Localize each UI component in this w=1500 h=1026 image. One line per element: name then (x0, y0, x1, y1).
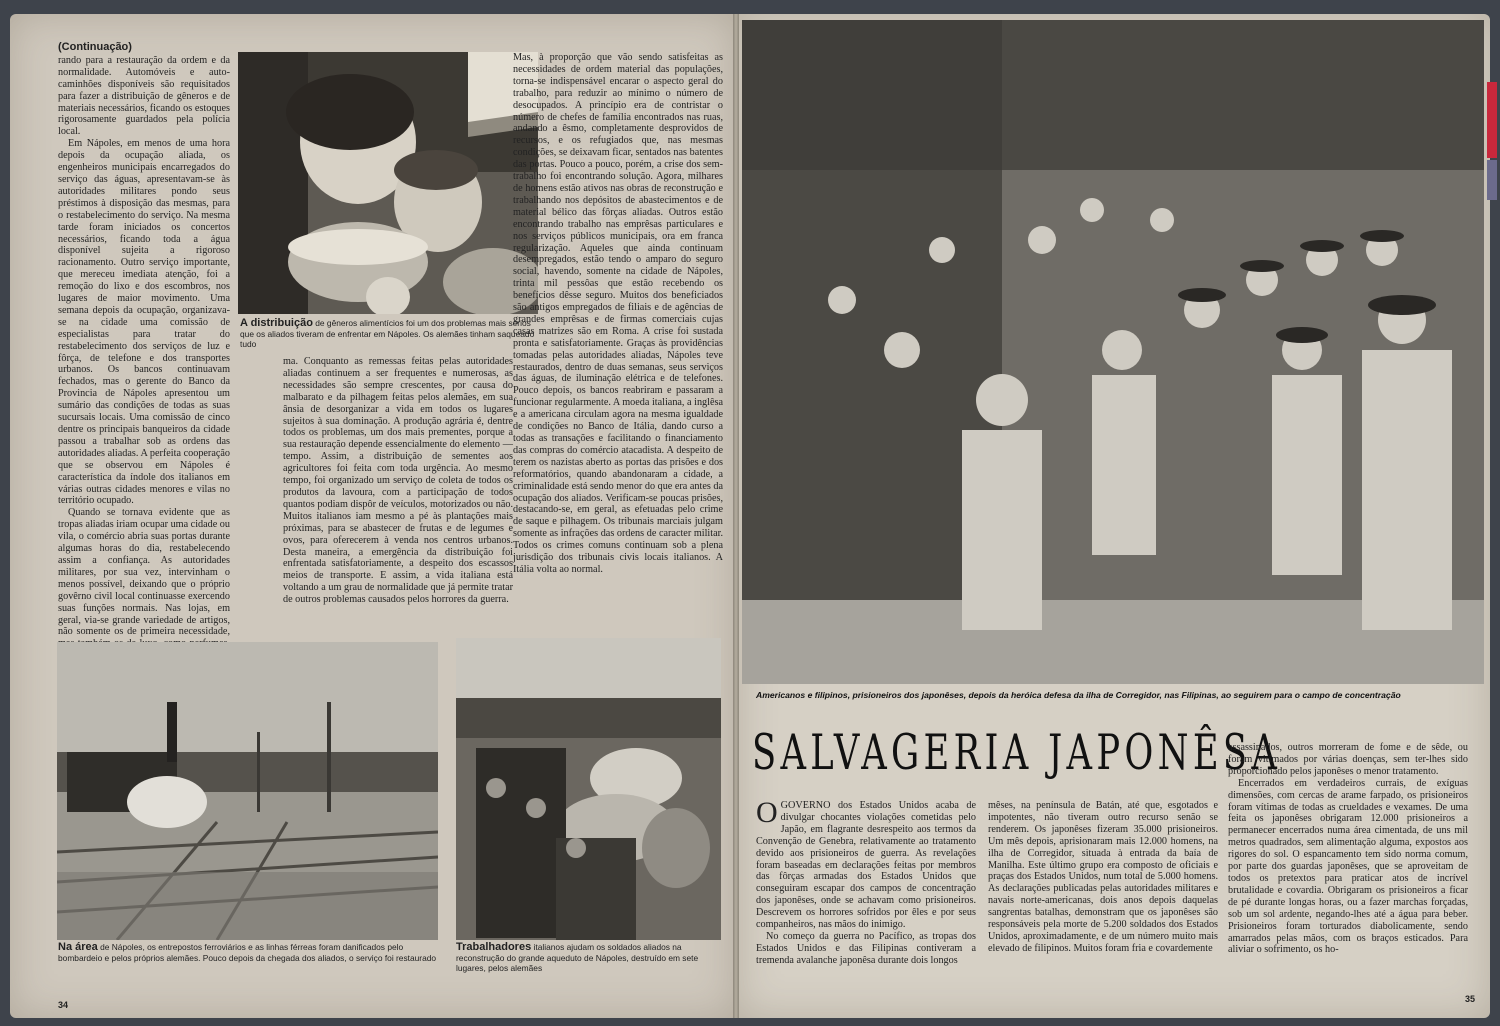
page-number-left: 34 (58, 1000, 69, 1010)
caption-lead: Na área (58, 941, 98, 953)
left-column-3 (513, 52, 723, 576)
edge-color-tab-secondary (1487, 160, 1497, 200)
children-eating-photo (238, 52, 538, 314)
paragraph: ma. Conquanto as remessas feitas pelas autoridades aliadas continuem a ser frequentes e numerosas, as necessidades são sempre crescentes, por causa do malbarato e da pilhagem feitas pelos alemães, em sua ânsia de desorganizar a vida em todos os lugares sujeitos à sua dominação. A produção agrária é, dentre todos os problemas, um dos mais prementes, porque a sua restauração depende essencialmente do elemento — tempo. Assim, a distribuição de sementes aos agricultores foi feita com toda urgência. Ao mesmo tempo, foi organizado um serviço de coleta de todos os produtos da lavoura, com a participação de todos quantos podiam dispôr de veículos, motorizados ou não. Muitos italianos iam mesmo a pé às plantações mais próximas, para se abastecer de frutas e de legumes e ovos, para oferecerem à venda nos centros urbanos. Desta maneira, a emergência da distribuição foi enfrentada satisfatoriamente, a despeito dos escassos meios de transporte. E assim, a vida italiana está voltando a um grau de normalidade que já permite tratar de outros problemas causados pelos horrores da guerra. (283, 356, 513, 606)
article-headline: SALVAGERIA JAPONÊSA (752, 724, 1282, 781)
main-photo-caption: Americanos e filipinos, prisioneiros dos japonêses, depois da heróica defesa da ilha de Corregidor, nas Filipinas, ao seguirem para o campo de concentração (756, 690, 1401, 700)
edge-color-tab (1487, 82, 1497, 158)
paragraph: Quando se tornava evidente que as tropas aliadas iriam ocupar uma cidade ou vila, o comércio abria suas portas durante algumas horas do dia, restabelecendo assim a confiança. As autoridades militares, por sua vez, intervinham o menos possível, deixando que o próprio govêrno civil local continuasse exercendo suas funções normais. Nas lojas, em geral, via-se grande variedade de artigos, não somente os de primeira necessidade, (58, 507, 230, 638)
left-column-1 (58, 42, 230, 745)
paragraph: Em Nápoles, em menos de uma hora depois da ocupação aliada, os engenheiros municipais encarregados do serviço das águas, apresentavam-se às autoridades militares pondo seus préstimos à disposição das mesmas, para o restabelecimento do serviço. Na mesma tarde foram iniciados os concertos necessários, ficando toda a água disponível sujeita a rigoroso racionamento. Outro serviço importante, que mereceu imediata atenção, foi a remoção do lixo e dos escombros, nos lugares de maior movimento. Uma semana depois da ocupação, organizava-se na cidade uma comissão de especialistas para tratar do restabelecimento dos serviços de luz e fôrça, de telefone e dos transportes urbanos. Os bancos continuavam fechados, mas o gerente do Banco da Provincia de Nápoles apresentou um sumário das condições de todas as suas sucursais locais. Uma comissão de cinco dentre os principais banqueiros da cidade passou a trabalhar sob as ordens das autoridades aliadas. A perfeita cooperação que se observou em Nápoles é característica da índole dos italianos em várias outras cidades menores e vilas no território ocupado. (58, 138, 230, 507)
right-column-1 (756, 796, 976, 967)
paragraph: No começo da guerra no Pacífico, as tropas dos Estados Unidos e das Filipinas contiveram a tremenda avalanche japonêsa durante dois longos (756, 930, 976, 966)
right-column-2 (988, 800, 1218, 955)
drop-cap: O (756, 796, 778, 829)
photo-caption-workers: Trabalhadores italianos ajudam os soldados aliados na reconstrução do grande aqueduto de Nápoles, destruído em sete lugares, pelos alemães (456, 941, 699, 973)
railway-yard-photo (57, 642, 438, 940)
paragraph: mêses, na península de Batán, até que, esgotados e impotentes, não tiveram outro recurso senão se renderem. Os japonêses fizeram 35.000 prisioneiros. Um mês depois, aprisionaram mais 12.000 homens, na ilha de Corregidor, situada à entrada da baía de Manilha. Este último grupo era composto de oficiais e praças dos Estados Unidos, num total de 5.000 homens. As declarações publicadas pelas autoridades militares e navais norte-americanas, dois anos depois daquelas sangrentas batalhas, demonstram que os japonêses são responsáveis pela morte de 5.200 soldados dos Estados Unidos, aproximadamente, e de um número muito mais elevado de filipinos. Muitos foram fria e covardemente (988, 800, 1218, 954)
prisoners-march-photo (742, 20, 1484, 684)
paragraph: OGOVERNO dos Estados Unidos acaba de divulgar chocantes violações cometidas pelo Japão, em flagrante desrespeito aos termos da Convenção de Genebra, relativamente ao tratamento devido aos prisioneiros de guerra. As revelações foram baseadas em declarações feitas por membros das fôrças armadas dos Estados Unidos que conseguiram escapar dos campos de concentração dos japonêses, onde se achavam como prisioneiros. Descrevem os horrores sofridos por êles e por seus companheiros, nas mãos do inimigo. (756, 796, 976, 931)
left-column-2 (283, 356, 513, 606)
page-number-right: 35 (1465, 994, 1476, 1004)
page-gutter (733, 14, 739, 1018)
photo-caption-rail-area: Na área de Nápoles, os entrepostos ferroviários e as linhas férreas foram danificados pelo bombardeio e pelos próprios alemães. Pouco depois da chegada dos aliados, o serviço foi restaurado (58, 941, 437, 963)
paragraph: Encerrados em verdadeiros currais, de exíguas dimensões, com cercas de arame farpado, os prisioneiros foram vítimas de todas as crueldades e vexames. De uma feita os japonêses obrigaram 12.000 prisioneiros a permanecer encerrados numa área cimentada, de uns mil metros quadrados, sem alimentação alguma, expostos aos rigores do sol. O espancamento tem sido norma comum, por parte dos guardas japonêses, que se aproveitam de todos os pretextos para praticar atos de incrível brutalidade e covardia. Obrigaram os prisioneiros a ficar de pé durante longas horas, ou a fazer marchas forçadas, sob um sol ardente, negando-lhes até a água para beber. Prisioneiros foram torturados diabolicamente, sendo amarrados pelas mãos, com os braços esticados. Para aliviar o sofrimento, os ho- (1228, 777, 1468, 956)
paragraph: Mas, à proporção que vão sendo satisfeitas as necessidades de ordem material das populações, torna-se indispensável encarar o aspecto geral do trabalho, para reduzir ao mínimo o número de desocupados. A princípio era de contristar o número de chefes de família encontrados nas ruas, andando a êsmo, completamente desprovidos de recursos, e os refugiados que, nas mesmas condições, se deixavam ficar, sentados nas batentes das portas. Pouco a pouco, porém, a crise dos sem-trabalho foi encontrando solução. Agora, milhares de homens estão ativos nas obras de reconstrução e trabalhando nos depósitos de abastecimentos e de material bélico das fôrças aliadas. Outros estão encontrando trabalho nas emprêsas particulares e nos serviços públicos municipais, ora em franca regularização. Aqueles que ainda continuam desempregados, estão tendo o amparo do seguro social, havendo, somente na cidade de Nápoles, trinta mil pessôas que estão recebendo os benefícios dêsse seguro. Muitos dos beneficiados são antigos empregados de filiais e de agências de grandes emprêsas e de firmas comerciais cujas casas matrizes são em Roma. A crise foi sustada pronta e satisfatoriamente. Graças às providências tomadas pelas autoridades aliadas, Nápoles teve restaurados, dentro de duas semanas, seus serviços das águas, de iluminação elétrica e de telefones. Pouco depois, os bancos reabriram e passaram a funcionar regularmente. A moeda italiana, a inglêsa e a americana circulam agora na mesma igualdade de condições no Banco de Itália, dando curso a todas as transações e facilitando o financiamento das compras do comércio atacadista. A despeito de terem os nazistas aberto as portas das prisões e dos reformatórios, quando abandonaram a cidade, a criminalidade está sendo menor do que era antes da ocupação dos aliados. Verificam-se poucas prisões, destacando-se, em geral, as efetuadas pelo crime de saque e pilhagem. Os tribunais marciais julgam somente as infrações das ordens de caracter militar. Todos os crimes comuns continuam sob a plena jurisdição dos tribunais civis locais italianos. A Itália volta ao normal. (513, 52, 723, 575)
aqueduct-workers-photo (456, 638, 721, 940)
paragraph: assassinados, outros morreram de fome e de sêde, ou foram vitimados por várias doenças, sem ter-lhes sido proporcionado pelos japonêses o menor tratamento. (1228, 742, 1468, 777)
paragraph: rando para a restauração da ordem e da normalidade. Automóveis e auto-caminhões disponíveis são requisitados para fazer a distribuição de gêneros e de materiais necessários, ficando os estoques rigorosamente guardados pela polícia local. (58, 54, 230, 138)
right-column-3 (1228, 742, 1468, 956)
caption-lead: A distribuição (240, 317, 313, 329)
photo-caption-distribution: A distribuição de gêneros alimentícios foi um dos problemas mais sérios que os aliados tiveram de enfrentar em Nápoles. Os alemães tinham saqueado tudo (240, 317, 535, 349)
continuation-label: (Continuação) (58, 41, 132, 53)
caption-lead: Trabalhadores (456, 941, 532, 953)
